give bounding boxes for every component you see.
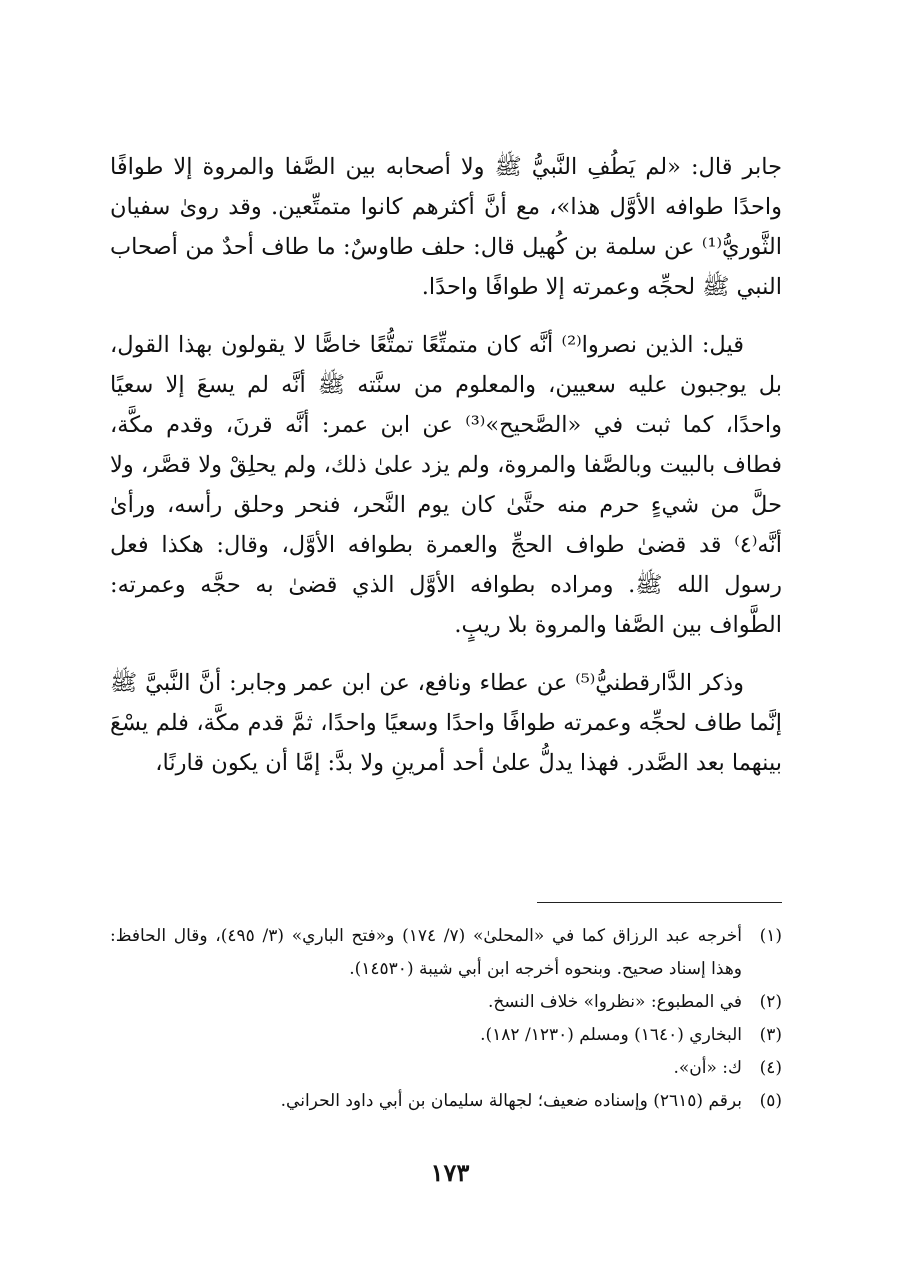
footnote-text: البخاري (١٦٤٠) ومسلم (١٢٣٠/ ١٨٢). bbox=[480, 1025, 742, 1045]
footnote-4 bbox=[110, 1052, 782, 1085]
footnote-number: (٢) bbox=[759, 992, 782, 1012]
main-text bbox=[110, 147, 782, 801]
footnote-number: (٤) bbox=[759, 1058, 782, 1078]
footnotes bbox=[110, 920, 782, 1118]
footnote-5 bbox=[110, 1085, 782, 1118]
page-number: ١٧٣ bbox=[430, 1158, 470, 1187]
footnote-number: (٣) bbox=[759, 1025, 782, 1045]
footnote-divider bbox=[537, 902, 782, 903]
footnote-number: (١) bbox=[759, 926, 782, 946]
footnote-text: أخرجه عبد الرزاق كما في «المحلىٰ» (٧/ ١٧٤) و«فتح الباري» (٣/ ٤٩٥)، وقال الحافظ: وهذا إسناد صحيح. وبنحوه أخرجه ابن أبي شيبة (١٤٥٣٠). bbox=[110, 926, 742, 979]
footnote-2 bbox=[110, 986, 782, 1019]
paragraph-1: جابر قال: «لم يَطُفِ النَّبيُّ ﷺ ولا أصحابه بين الصَّفا والمروة إلا طوافًا واحدًا طوافه الأوَّل هذا»، مع أنَّ أكثرهم كانوا متمتِّعين. وقد روىٰ سفيان الثَّوريُّ⁽¹⁾ عن سلمة بن كُهيل قال: حلف طاوسٌ: ما طاف أحدٌ من أصحاب النبي ﷺ لحجِّه وعمرته إلا طوافًا واحدًا. bbox=[110, 154, 782, 300]
footnote-1 bbox=[110, 920, 782, 986]
paragraph-3: وذكر الدَّارقطنيُّ⁽⁵⁾ عن عطاء ونافع، عن ابن عمر وجابر: أنَّ النَّبيَّ ﷺ إنَّما طاف لحجِّه وعمرته طوافًا واحدًا وسعيًا واحدًا، ثمَّ قدم مكَّة، فلم يسْعَ بينهما بعد الصَّدر. فهذا يدلُّ علىٰ أحد أمرينِ ولا بدَّ: إمَّا أن يكون قارنًا، bbox=[110, 670, 782, 776]
footnote-text: ك: «أن». bbox=[673, 1058, 742, 1078]
footnote-text: برقم (٢٦١٥) وإسناده ضعيف؛ لجهالة سليمان بن أبي داود الحراني. bbox=[280, 1091, 742, 1111]
footnote-text: في المطبوع: «نظروا» خلاف النسخ. bbox=[487, 992, 742, 1012]
footnote-3 bbox=[110, 1019, 782, 1052]
footnote-number: (٥) bbox=[759, 1091, 782, 1111]
paragraph-2: قيل: الذين نصروا⁽²⁾ أنَّه كان متمتِّعًا تمتُّعًا خاصًّا لا يقولون بهذا القول، بل يوجبون عليه سعيين، والمعلوم من سنَّته ﷺ أنَّه لم يسعَ إلا سعيًا واحدًا، كما ثبت في «الصَّحيح»⁽³⁾ عن ابن عمر: أنَّه قرنَ، وقدم مكَّة، فطاف بالبيت وبالصَّفا والمروة، ولم يزد علىٰ ذلك، ولم يحلِقْ ولا قصَّر، ولا حلَّ من شيءٍ حرم منه حتَّىٰ كان يوم النَّحر، فنحر وحلق رأسه، ورأىٰ أنَّه⁽٤⁾ قد قضىٰ طواف الحجِّ والعمرة بطوافه الأوَّل، وقال: هكذا فعل رسول الله ﷺ. ومراده بطوافه الأوَّل الذي قضىٰ به حجَّه وعمرته: الطَّواف بين الصَّفا والمروة بلا ريبٍ. bbox=[110, 332, 782, 638]
